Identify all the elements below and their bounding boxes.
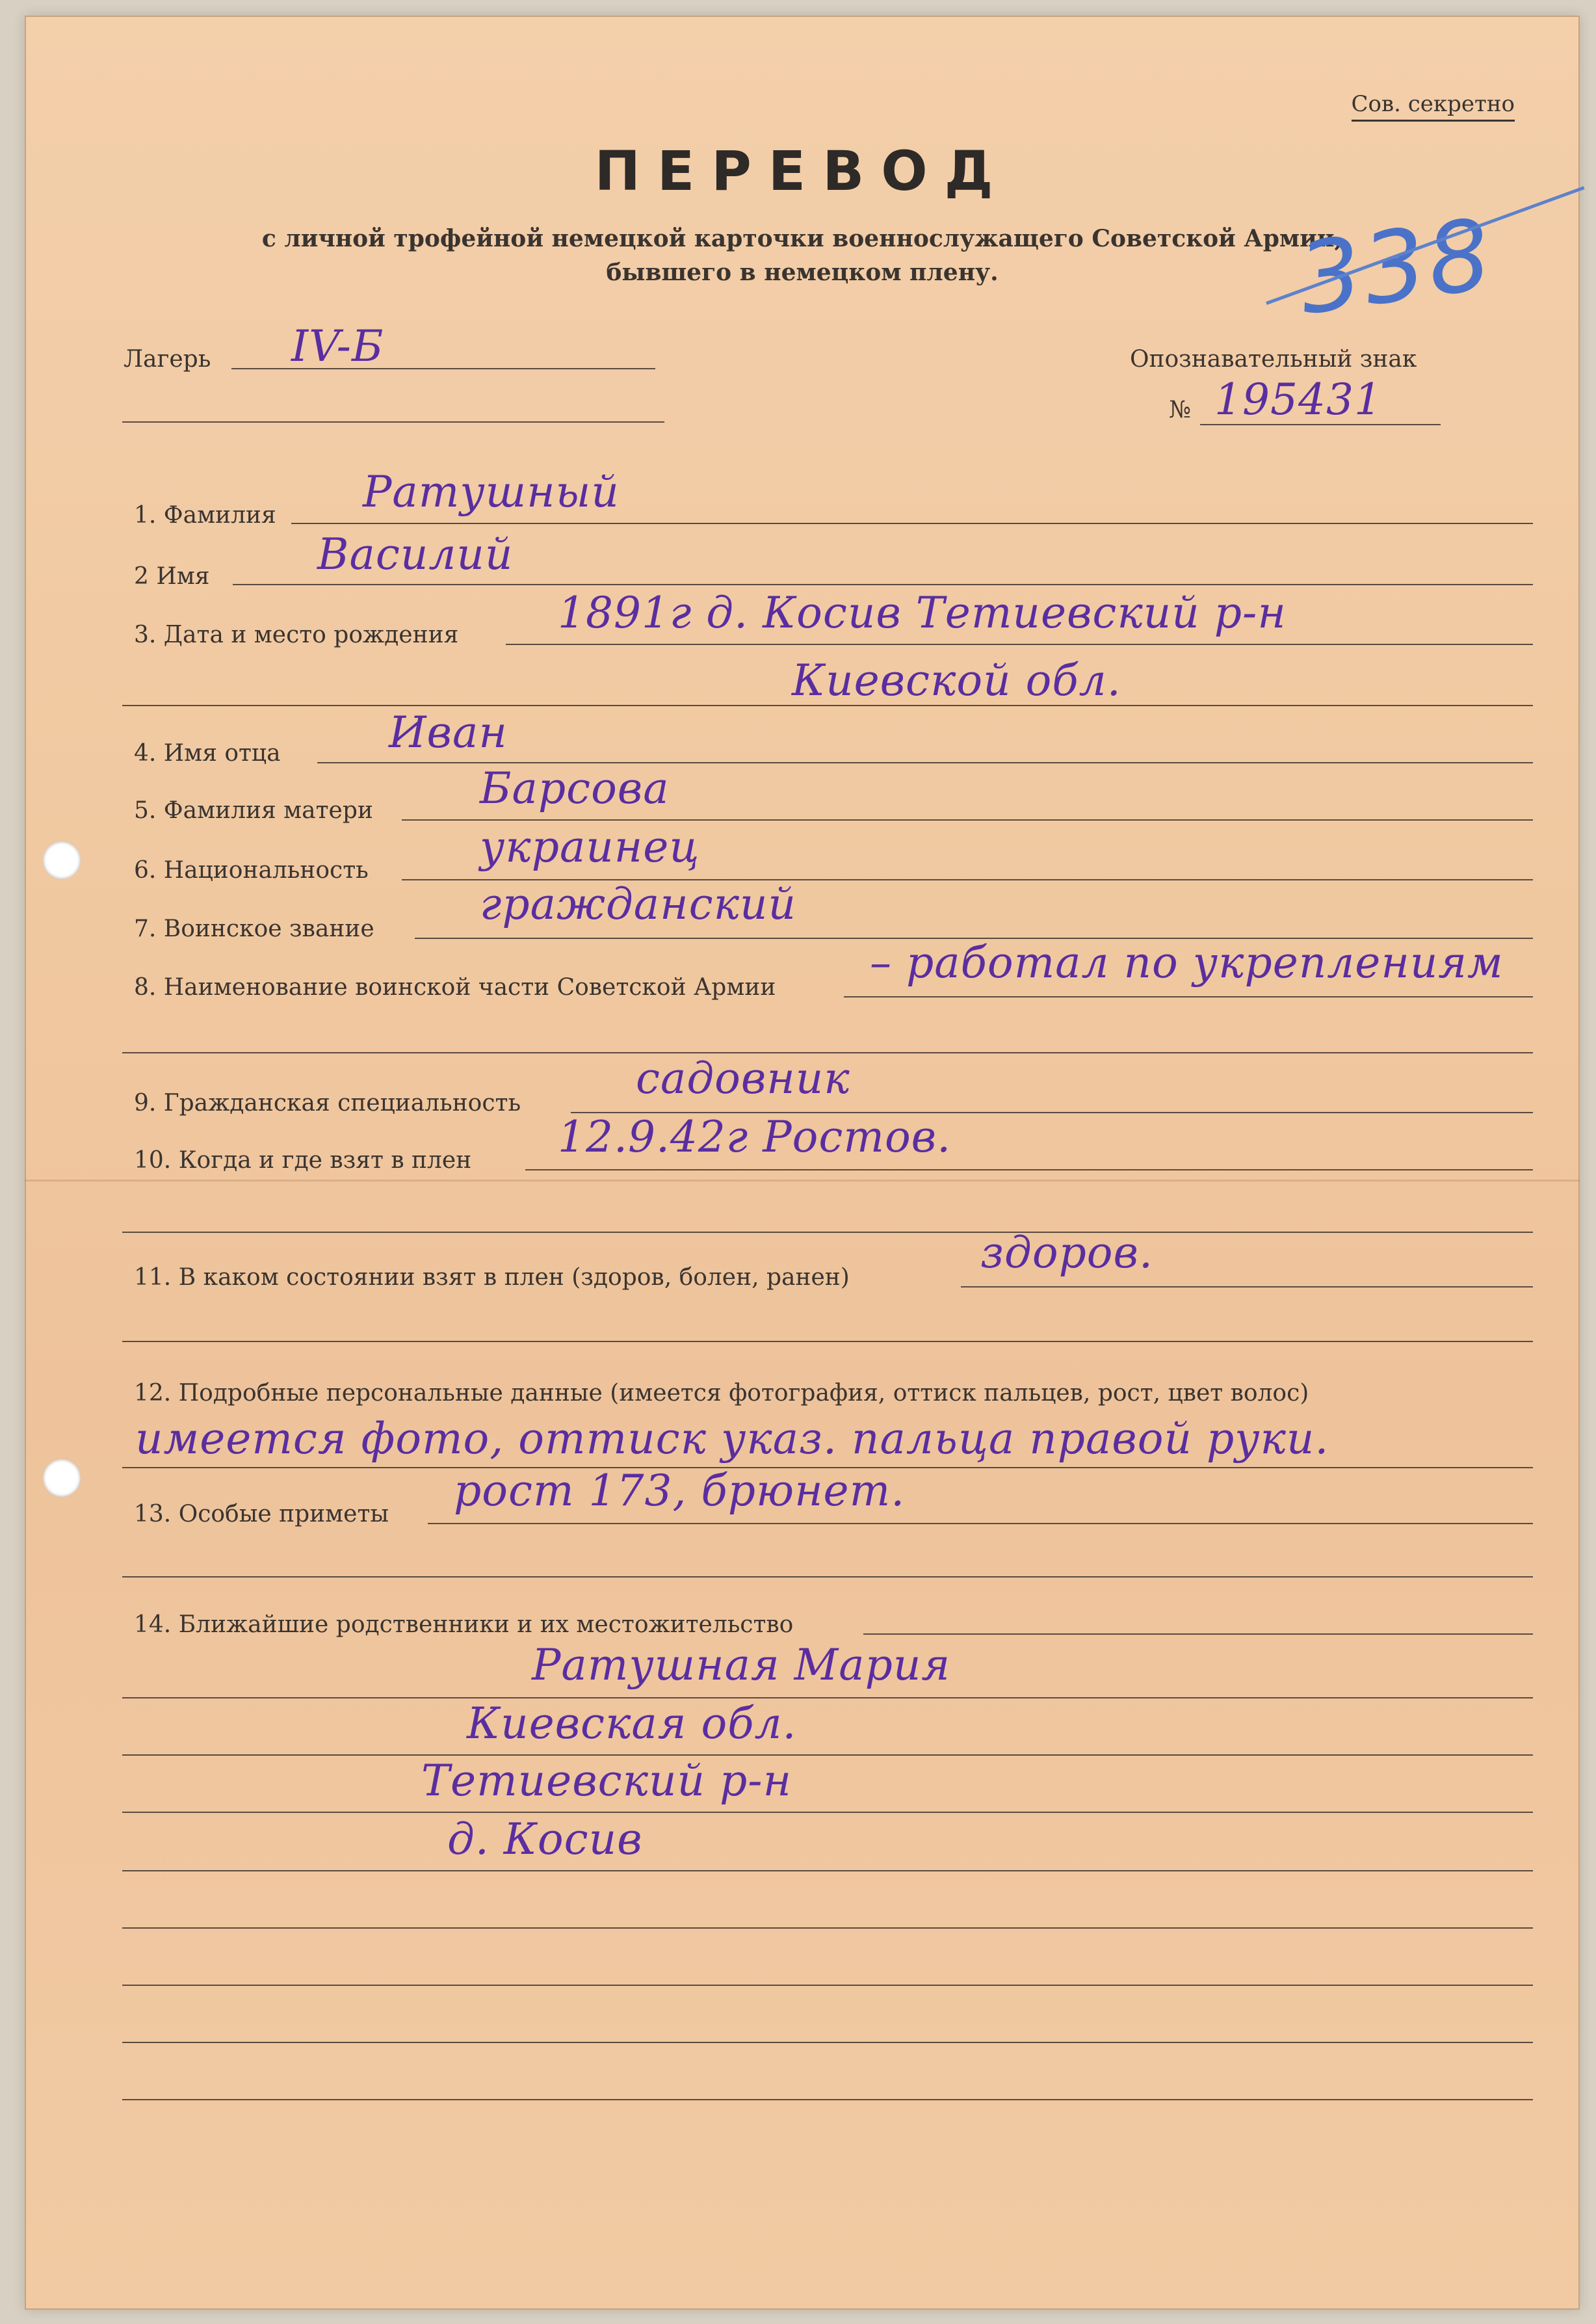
field-marks-value: рост 173, брюнет. <box>454 1466 906 1516</box>
field-nationality-label: 6. Национальность <box>134 857 369 884</box>
field-surname-line <box>291 523 1533 524</box>
field-condition-value: здоров. <box>980 1228 1153 1278</box>
field-unit-value: – работал по укреплениям <box>870 938 1504 988</box>
field-condition-line <box>961 1286 1533 1287</box>
field-marks-line-2 <box>122 1576 1533 1578</box>
id-tag-label: Опознавательный знак <box>1130 346 1417 373</box>
field-relatives-value-2: Киевская обл. <box>467 1698 797 1749</box>
field-relatives-label: 14. Ближайшие родственники и их местожительство <box>134 1611 794 1638</box>
field-relatives-line-6 <box>122 1927 1533 1929</box>
field-birth-value-line2: Киевской обл. <box>792 655 1121 706</box>
field-relatives-value-1: Ратушная Мария <box>532 1640 951 1690</box>
document-page <box>25 16 1580 2310</box>
field-rank-label: 7. Воинское звание <box>134 916 374 942</box>
field-relatives-line-3 <box>122 1754 1533 1756</box>
field-unit-line <box>844 996 1533 997</box>
field-captured-label: 10. Когда и где взят в плен <box>134 1147 472 1174</box>
field-marks-label: 13. Особые приметы <box>134 1501 389 1527</box>
field-rank-value: гражданский <box>480 879 797 929</box>
field-unit-label: 8. Наименование воинской части Советской Армии <box>134 974 776 1001</box>
field-condition-line-2 <box>122 1341 1533 1342</box>
field-relatives-line-4 <box>122 1812 1533 1813</box>
field-mother-label: 5. Фамилия матери <box>134 797 373 824</box>
fold-line <box>25 1180 1580 1182</box>
field-relatives-line-8 <box>122 2042 1533 2043</box>
field-relatives-line-7 <box>122 1985 1533 1986</box>
field-birth-line-2 <box>122 705 1533 706</box>
field-surname-label: 1. Фамилия <box>134 502 276 529</box>
document-subtitle-line1: с личной трофейной немецкой карточки военнослужащего Советской Армии, <box>261 225 1343 252</box>
camp-underline <box>231 368 655 369</box>
field-relatives-value-3: Тетиевский р-н <box>421 1756 792 1806</box>
field-captured-line <box>525 1169 1533 1170</box>
field-personal-label: 12. Подробные персональные данные (имеется фотография, оттиск пальцев, рост, цвет волос) <box>134 1380 1309 1406</box>
punch-hole-bottom <box>43 1459 81 1497</box>
document-title: ПЕРЕВОД <box>594 139 1010 203</box>
field-father-label: 4. Имя отца <box>134 740 281 767</box>
field-father-value: Иван <box>389 707 508 758</box>
field-captured-value: 12.9.42г Ростов. <box>558 1112 952 1162</box>
camp-label: Лагерь <box>124 346 211 373</box>
field-surname-value: Ратушный <box>363 467 620 517</box>
document-subtitle-line2: бывшего в немецком плену. <box>606 259 999 286</box>
field-captured-line-2 <box>122 1232 1533 1233</box>
field-name-label: 2 Имя <box>134 563 210 590</box>
field-profession-label: 9. Гражданская специальность <box>134 1090 521 1116</box>
field-nationality-value: украинец <box>480 822 700 872</box>
field-condition-label: 11. В каком состоянии взят в плен (здоров, болен, ранен) <box>134 1264 850 1291</box>
id-tag-number-label: № <box>1169 397 1192 423</box>
field-name-line <box>233 584 1533 585</box>
field-relatives-value-4: д. Косив <box>447 1814 643 1864</box>
registry-number: 338 <box>1292 198 1500 337</box>
field-mother-line <box>402 819 1533 821</box>
id-tag-underline <box>1200 424 1441 425</box>
field-birth-value-line1: 1891г д. Косив Тетиевский р-н <box>558 588 1287 638</box>
camp-value: IV-Б <box>291 321 384 371</box>
field-marks-line <box>428 1523 1533 1524</box>
field-birth-line <box>506 644 1533 645</box>
field-birth-label: 3. Дата и место рождения <box>134 622 459 648</box>
field-relatives-line-2 <box>122 1697 1533 1698</box>
punch-hole-top <box>43 841 81 879</box>
secrecy-stamp: Сов. секретно <box>1352 91 1515 122</box>
id-tag-value: 195431 <box>1214 375 1382 425</box>
field-relatives-line-9 <box>122 2099 1533 2100</box>
field-profession-value: садовник <box>636 1053 850 1103</box>
field-relatives-line-5 <box>122 1870 1533 1871</box>
camp-underline-2 <box>122 421 664 423</box>
field-name-value: Василий <box>317 529 514 579</box>
field-personal-value: имеется фото, оттиск указ. пальца правой руки. <box>135 1414 1329 1464</box>
field-mother-value: Барсова <box>480 763 670 813</box>
field-relatives-line <box>863 1633 1533 1635</box>
